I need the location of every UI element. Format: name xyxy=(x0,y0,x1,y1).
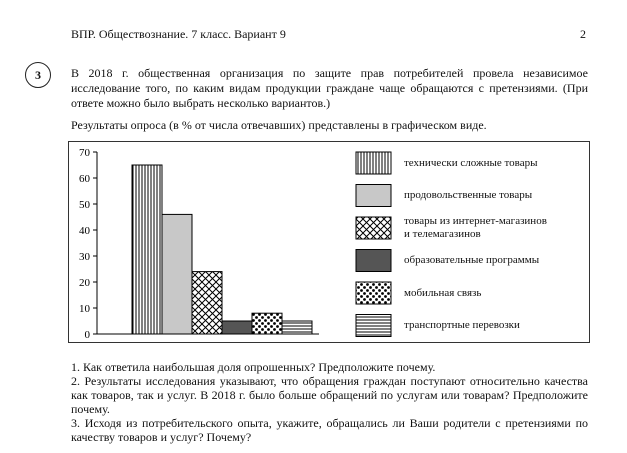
task-2: 2. Результаты исследования указывают, что обращения граждан поступают относительно качества как товаров, так и услуг. В 2018 г. было больше обращений по услугам или товарам? Предположите почему. xyxy=(71,374,588,416)
y-tick-label: 50 xyxy=(79,199,90,211)
legend-label-1 xyxy=(404,157,586,170)
legend-swatch-4 xyxy=(356,250,391,272)
legend-label-3 xyxy=(404,215,586,241)
legend-label-line: технически сложные товары xyxy=(404,156,538,169)
bar-6 xyxy=(282,321,312,334)
legend-swatch-2 xyxy=(356,185,391,207)
legend-label-4 xyxy=(404,254,586,267)
legend-swatch-3 xyxy=(356,217,391,239)
question-lead: Результаты опроса (в % от числа отвечавших) представлены в графическом виде. xyxy=(71,118,487,132)
legend-label-line: образовательные программы xyxy=(404,254,540,266)
y-tick-label: 10 xyxy=(79,303,90,315)
y-tick-label: 20 xyxy=(79,277,90,289)
bar-2 xyxy=(162,214,192,334)
y-tick-label: 30 xyxy=(79,251,90,263)
legend-swatch-1 xyxy=(356,152,391,174)
legend-label-line: и телемагазинов xyxy=(404,228,481,240)
legend-label-5 xyxy=(404,287,586,300)
bar-4 xyxy=(222,321,252,334)
y-tick-label: 0 xyxy=(84,329,90,341)
bar-5 xyxy=(252,313,282,334)
bar-1 xyxy=(132,165,162,334)
page-number: 2 xyxy=(580,27,586,41)
question-tasks xyxy=(71,360,588,444)
legend-label-line: продовольственные товары xyxy=(404,189,533,201)
legend-label-2 xyxy=(404,189,586,202)
page-header-title: ВПР. Обществознание. 7 класс. Вариант 9 xyxy=(71,27,286,41)
task-3: 3. Исходя из потребительского опыта, укажите, обращались ли Ваши родители с претензиями по качеству товаров и услуг? Почему? xyxy=(71,416,588,444)
legend-swatch-6 xyxy=(356,315,391,337)
legend-label-line: товары из интернет-магазинов xyxy=(404,215,547,227)
y-tick-label: 40 xyxy=(79,225,90,237)
legend-label-line: мобильная связь xyxy=(404,286,482,299)
bar-3 xyxy=(192,272,222,334)
bar-chart xyxy=(69,142,589,342)
y-tick-label: 70 xyxy=(79,147,90,159)
task-1: 1. Как ответила наибольшая доля опрошенных? Предположите почему. xyxy=(71,360,436,374)
legend-swatch-5 xyxy=(356,282,391,304)
legend-label-6 xyxy=(404,319,586,332)
question-intro: В 2018 г. общественная организация по защите прав потребителей провела независимое исследование того, по каким видам продукции граждане чаще обращаются с претензиями. (При ответе можно было выбрать несколько вариантов.) xyxy=(71,66,588,110)
legend-label-line: транспортные перевозки xyxy=(404,319,520,331)
y-tick-label: 60 xyxy=(79,173,90,185)
chart-frame xyxy=(68,141,590,343)
question-number-badge: 3 xyxy=(25,62,51,88)
